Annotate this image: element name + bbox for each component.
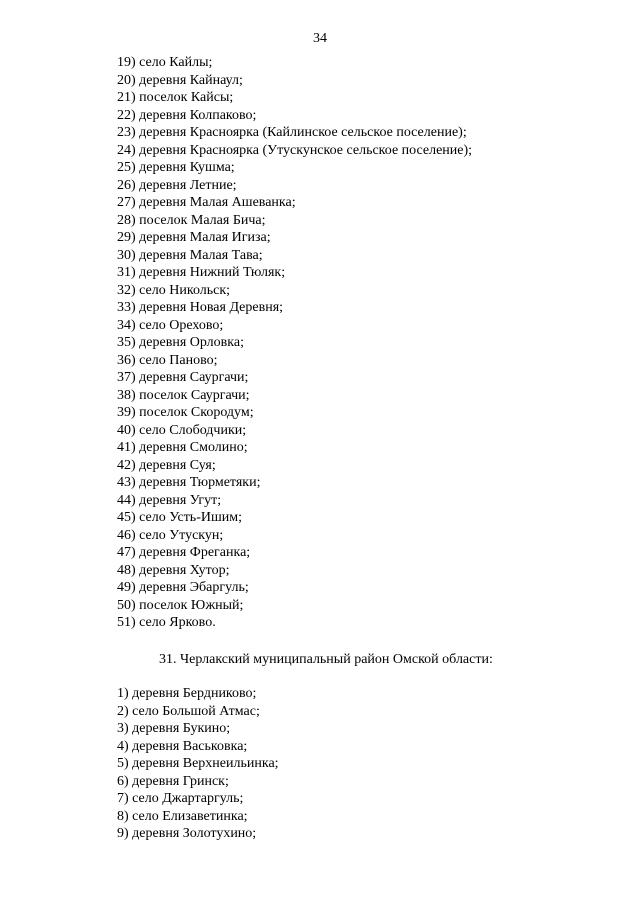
list-item: 32) село Никольск; bbox=[117, 282, 231, 298]
list-item: 19) село Кайлы; bbox=[117, 55, 213, 70]
section-heading: 31. Черлакский муниципальный район Омской области: bbox=[159, 652, 493, 667]
list-item: 36) село Паново; bbox=[117, 352, 218, 368]
list-item: 44) деревня Угут; bbox=[117, 492, 222, 508]
list-item: 4) деревня Васьковка; bbox=[117, 738, 248, 754]
list-item: 33) деревня Новая Деревня; bbox=[117, 300, 284, 315]
list-item: 35) деревня Орловка; bbox=[117, 335, 244, 350]
list-item: 5) деревня Верхнеильинка; bbox=[117, 756, 279, 771]
settlement-list-cherlak bbox=[117, 685, 279, 843]
list-item: 48) деревня Хутор; bbox=[117, 562, 230, 578]
list-item: 23) деревня Красноярка (Кайлинское сельское поселение); bbox=[117, 125, 467, 140]
list-item: 6) деревня Гринск; bbox=[117, 773, 229, 789]
list-item: 45) село Усть-Ишим; bbox=[117, 510, 242, 525]
list-item: 39) поселок Скородум; bbox=[117, 405, 254, 420]
list-item: 24) деревня Красноярка (Утускунское сельское поселение); bbox=[117, 142, 473, 158]
list-item: 3) деревня Букино; bbox=[117, 721, 231, 736]
list-item: 38) поселок Саургачи; bbox=[117, 387, 250, 403]
list-item: 31) деревня Нижний Тюляк; bbox=[117, 265, 286, 280]
list-item: 46) село Утускун; bbox=[117, 527, 224, 543]
list-item: 1) деревня Бердниково; bbox=[117, 686, 257, 701]
list-item: 27) деревня Малая Ашеванка; bbox=[117, 195, 296, 210]
settlement-list-ust-ishim bbox=[117, 54, 472, 632]
list-item: 40) село Слободчики; bbox=[117, 422, 247, 438]
list-item: 20) деревня Кайнаул; bbox=[117, 72, 243, 88]
list-item: 37) деревня Саургачи; bbox=[117, 370, 249, 385]
list-item: 49) деревня Эбаргуль; bbox=[117, 580, 249, 595]
page-number: 34 bbox=[313, 31, 327, 46]
list-item: 47) деревня Фреганка; bbox=[117, 545, 251, 560]
list-item: 41) деревня Смолино; bbox=[117, 440, 248, 455]
list-item: 34) село Орехово; bbox=[117, 317, 224, 333]
list-item: 22) деревня Колпаково; bbox=[117, 107, 257, 123]
list-item: 21) поселок Кайсы; bbox=[117, 90, 234, 105]
list-item: 29) деревня Малая Игиза; bbox=[117, 230, 271, 245]
list-item: 51) село Ярково. bbox=[117, 615, 216, 630]
list-item: 25) деревня Кушма; bbox=[117, 160, 235, 175]
list-item: 9) деревня Золотухино; bbox=[117, 826, 257, 841]
list-item: 8) село Елизаветинка; bbox=[117, 808, 248, 824]
list-item: 2) село Большой Атмас; bbox=[117, 703, 260, 719]
list-item: 28) поселок Малая Бича; bbox=[117, 212, 266, 228]
list-item: 26) деревня Летние; bbox=[117, 177, 237, 193]
list-item: 42) деревня Суя; bbox=[117, 457, 216, 473]
list-item: 50) поселок Южный; bbox=[117, 597, 244, 613]
list-item: 30) деревня Малая Тава; bbox=[117, 247, 263, 263]
list-item: 43) деревня Тюрметяки; bbox=[117, 475, 261, 490]
list-item: 7) село Джартаргуль; bbox=[117, 791, 244, 806]
